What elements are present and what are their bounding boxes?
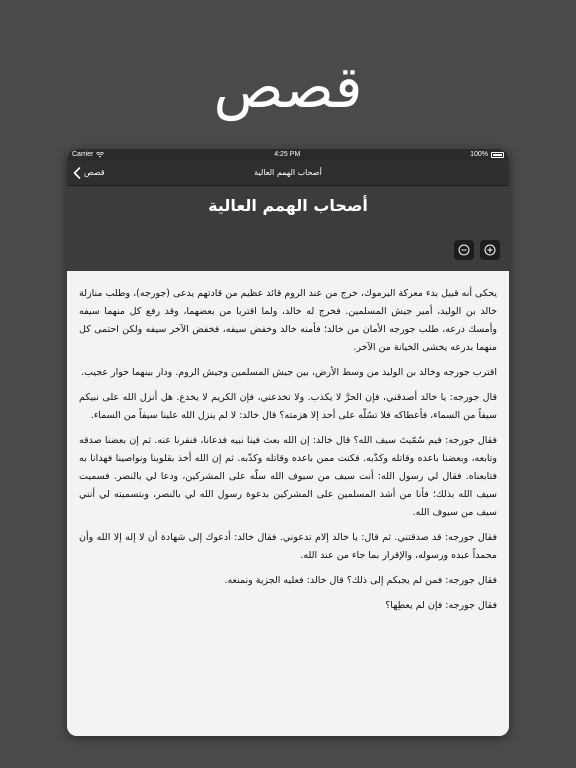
story-paragraph: فقال جورجه: فمن لم يجبكم إلى ذلك؟ قال خالد: فعليه الجزية ونمنعه.	[224, 575, 497, 586]
story-paragraph: يحكى أنه قبيل بدء معركة اليرموك، خرج من عند الروم قائد عظيم من قادتهم يدعى (جورجه)، وطلب منازلة خالد بن الوليد، أمير جيش المسلمين. فخرج له خالد، ولما اقتربا من بعضهما، وقد رفع كل منهما سيفه وأمسك درعه، طلب جورجه الأمان من خالد؛ فأمنه خالد وخفض سيفه، فخفض الآخر سيفه ولكن احتمى كل منهما بدرعه يخشى الخيانة من الآخر.	[79, 288, 497, 353]
story-paragraph: فقال جورجه: فيم سُمّيتَ سيف الله؟ قال خالد: إن الله بعث فينا نبيه فدعانا، فنفرنا عنه. ثم إن بعضنا صدقه وتابعه، وبعضنا باعده وقاتله وكذّبه. فكنت ممن باعده وقاتله وكذّبه. ثم إن الله أخذ بقلوبنا ونواصينا فهدانا به فتابعناه. فقال لي رسول الله: أنت سيف من سيوف الله سلّه على المشركين، ودعا لي بالنصر. فسميت سيف الله بذلك؛ فأنا من أشد المسلمين على المشركين بدعوة رسول الله لي بالنصر، وبتسميته لي أنني سيف من سيوف الله.	[79, 435, 497, 518]
story-paragraph: فقال جورجه: فإن لم يعطِها؟	[385, 600, 497, 611]
story-paragraph: اقترب جورجه وخالد بن الوليد من وسط الأرض، بين جيش المسلمين وجيش الروم. ودار بينهما حوار عجيب.	[80, 367, 497, 378]
story-title: أصحاب الهمم العالية	[208, 196, 368, 215]
status-bar	[67, 149, 509, 160]
status-time: 4:25 PM	[274, 151, 301, 158]
nav-title: أصحاب الهمم العالية	[254, 168, 322, 177]
device-screen	[67, 149, 509, 736]
battery-icon	[491, 152, 504, 158]
story-body	[67, 271, 509, 736]
chevron-left-icon	[73, 167, 81, 179]
wifi-icon	[96, 152, 104, 158]
minus-circle-icon	[458, 244, 470, 256]
back-button-label: قصص	[84, 168, 105, 177]
plus-circle-icon	[484, 244, 496, 256]
app-title: قصص	[213, 53, 363, 121]
story-paragraph: قال جورجه: يا خالد أصدقني، فإن الحرَّ لا يكذب. ولا تخدعني، فإن الكريم لا يخدع. هل أنزل الله على نبيكم سيفاً من السماء، فأعطاكه فلا تسُلّه على أحد إلا هزمته؟ قال خالد: لا لم ينزل الله علينا سيفاً من السماء.	[79, 392, 497, 421]
zoom-in-button[interactable]	[480, 240, 500, 260]
zoom-out-button[interactable]	[454, 240, 474, 260]
story-header	[67, 186, 509, 271]
back-button[interactable]	[73, 164, 105, 181]
battery-percent: 100%	[470, 151, 488, 158]
story-paragraph: فقال جورجه: قد صدقتني. ثم قال: يا خالد إلام تدعوني. فقال خالد: أدعوك إلى شهادة أن لا إله إلا الله وأن محمداً عبده ورسوله، والإقرار بما جاء من عند الله.	[79, 532, 497, 561]
navigation-bar	[67, 160, 509, 186]
carrier-label: Carrier	[72, 151, 94, 158]
